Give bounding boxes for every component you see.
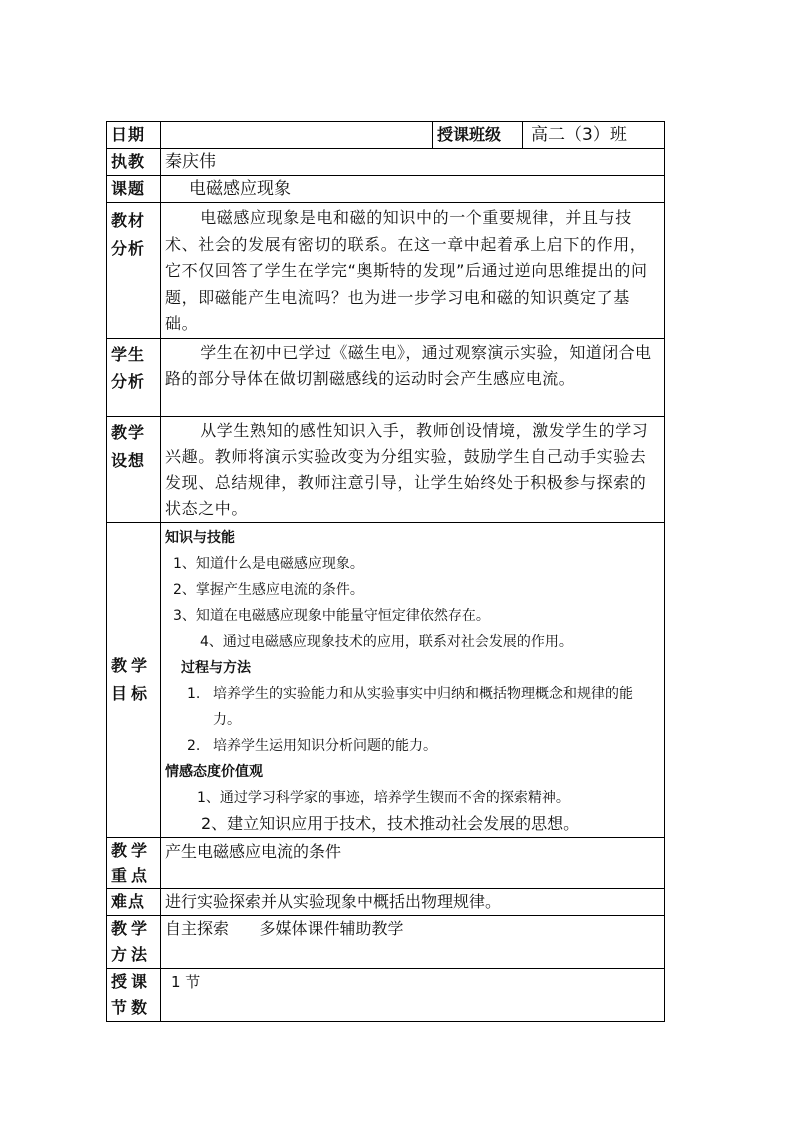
process-item-number: 2. [187, 737, 201, 754]
student-analysis-text [161, 338, 665, 416]
row-material-analysis [107, 203, 665, 339]
teacher-label: 执教 [107, 149, 161, 176]
key-point-label-1: 教学 [111, 840, 152, 860]
difficulty-value: 进行实验探索并从实验现象中概括出物理规律。 [161, 888, 665, 915]
teaching-idea-label-2: 设想 [111, 450, 146, 470]
teaching-idea-text [161, 416, 665, 522]
difficulty-label: 难点 [107, 888, 161, 915]
process-title: 过程与方法 [181, 659, 251, 676]
method-value: 自主探索 多媒体课件辅助教学 [161, 915, 665, 968]
row-teacher [107, 149, 665, 176]
key-point-value: 产生电磁感应电流的条件 [161, 837, 665, 888]
student-analysis-label [107, 338, 161, 416]
periods-label-2: 节数 [111, 997, 152, 1017]
teaching-idea-label [107, 416, 161, 522]
periods-label [107, 968, 161, 1021]
row-student-analysis [107, 338, 665, 416]
process-item-number: 1. [187, 685, 201, 702]
objectives-content [161, 522, 665, 837]
topic-value [161, 176, 665, 203]
emotion-item: 2、建立知识应用于技术，技术推动社会发展的思想。 [201, 813, 580, 833]
student-analysis-label-1: 学生 [111, 344, 146, 364]
student-analysis-paragraph: 学生在初中已学过《磁生电》，通过观察演示实验，知道闭合电路的部分导体在做切割磁感线的运动时会产生感应电流。 [165, 342, 652, 388]
row-teaching-idea [107, 416, 665, 522]
class-value: 高二（3）班 [523, 122, 665, 149]
row-topic [107, 176, 665, 203]
class-label: 授课班级 [433, 122, 523, 149]
method-label-1: 教学 [111, 918, 152, 938]
method-label [107, 915, 161, 968]
periods-label-1: 授课 [111, 971, 152, 991]
material-analysis-label-2: 分析 [111, 239, 146, 258]
emotion-title: 情感态度价值观 [165, 763, 263, 780]
topic-label: 课题 [107, 176, 161, 203]
periods-value: 1 节 [161, 968, 665, 1021]
emotion-item: 1、通过学习科学家的事迹，培养学生锲而不舍的探索精神。 [197, 789, 570, 806]
material-analysis-label-1: 教材 [111, 211, 146, 230]
knowledge-item: 4、通过电磁感应现象技术的应用，联系对社会发展的作用。 [200, 633, 573, 650]
material-analysis-paragraph: 电磁感应现象是电和磁的知识中的一个重要规律，并且与技术、社会的发展有密切的联系。在这一章中起着承上启下的作用，它不仅回答了学生在学完“奥斯特的发现”后通过逆向思维提出的问题，即磁能产生电流吗？也为进一步学习电和磁的知识奠定了基础。 [165, 208, 648, 333]
process-item-text: 培养学生的实验能力和从实验事实中归纳和概括物理概念和规律的能力。 [213, 685, 633, 728]
knowledge-item: 2、掌握产生感应电流的条件。 [173, 581, 364, 598]
row-key-point [107, 837, 665, 888]
method-label-2: 方法 [111, 944, 152, 964]
objectives-label-1: 教学 [111, 655, 152, 675]
objectives-label-2: 目标 [111, 683, 152, 703]
topic-text: 电磁感应现象 [189, 179, 291, 199]
date-value [161, 122, 433, 149]
knowledge-title: 知识与技能 [165, 529, 235, 546]
row-objectives [107, 522, 665, 837]
key-point-label-2: 重点 [111, 865, 152, 885]
material-analysis-label [107, 203, 161, 339]
teaching-idea-paragraph: 从学生熟知的感性知识入手，教师创设情境，激发学生的学习兴趣。教师将演示实验改变为分组实验，鼓励学生自己动手实验去发现、总结规律，教师注意引导，让学生始终处于积极参与探索的状态之中。 [165, 420, 649, 518]
process-item-text: 培养学生运用知识分析问题的能力。 [213, 737, 437, 754]
objectives-label [107, 522, 161, 837]
knowledge-item: 1、知道什么是电磁感应现象。 [173, 555, 364, 572]
process-item [165, 733, 660, 759]
teaching-idea-label-1: 教学 [111, 422, 146, 442]
row-date [107, 122, 665, 149]
row-method [107, 915, 665, 968]
date-label: 日期 [107, 122, 161, 149]
student-analysis-label-2: 分析 [111, 371, 146, 391]
lesson-plan-table [106, 121, 665, 1022]
process-item [165, 681, 660, 733]
knowledge-item: 3、知道在电磁感应现象中能量守恒定律依然存在。 [173, 607, 490, 624]
material-analysis-text [161, 203, 665, 339]
key-point-label [107, 837, 161, 888]
row-difficulty [107, 888, 665, 915]
row-periods [107, 968, 665, 1021]
teacher-value: 秦庆伟 [161, 149, 665, 176]
